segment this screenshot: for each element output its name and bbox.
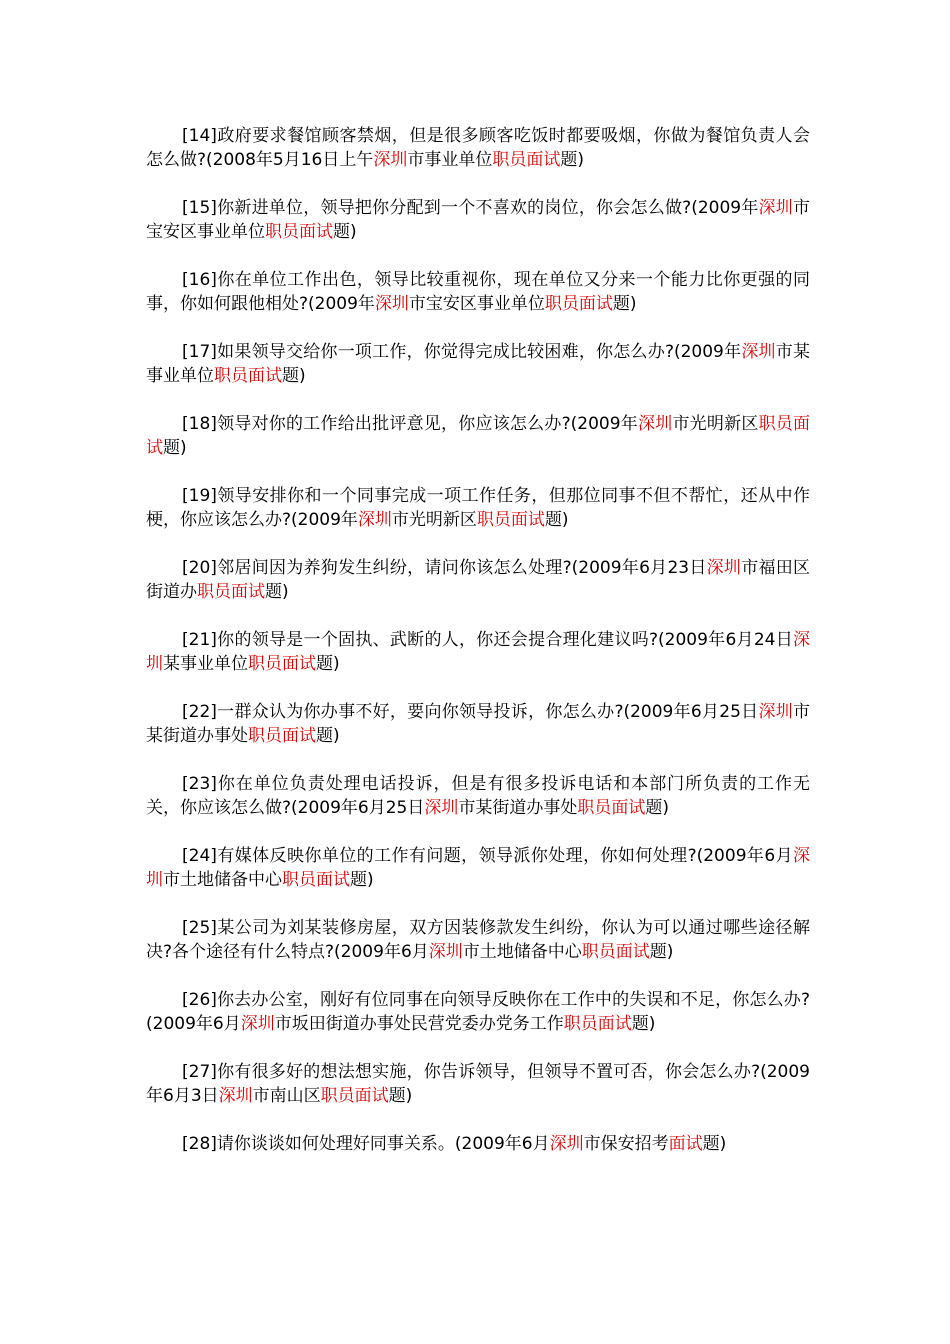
highlighted-keyword: 深圳 [706, 558, 742, 578]
question-text: 题) [282, 366, 306, 386]
question-text: [25]某公司为刘某装修房屋，双方因装修款发生纠纷，你认为可以通过哪些途径解决?各个途径有什么特点?(2009年6月 [146, 918, 810, 962]
question-item [146, 628, 810, 676]
highlighted-keyword: 深圳 [357, 510, 392, 530]
question-text: 市宝安区事业单位 [408, 294, 545, 314]
highlighted-keyword: 深圳 [424, 798, 459, 818]
question-text: [14]政府要求餐馆顾客禁烟，但是很多顾客吃饭时都要吸烟，你做为餐馆负责人会怎么做?(2008年5月16日上午 [146, 126, 810, 170]
highlighted-keyword: 职员面试 [577, 798, 646, 818]
highlighted-keyword: 深圳 [240, 1014, 275, 1034]
highlighted-keyword: 深圳 [146, 846, 810, 890]
question-text: 题) [649, 942, 674, 962]
question-text: 市光明新区 [391, 510, 477, 530]
question-text: 市土地储备中心 [462, 942, 582, 962]
question-item [146, 1060, 810, 1108]
question-text: [23]你在单位负责处理电话投诉，但是有很多投诉电话和本部门所负责的工作无关，你应该怎么做?(2009年6月25日 [146, 774, 810, 818]
question-text: 题) [265, 582, 289, 602]
highlighted-keyword: 深圳 [549, 1134, 584, 1154]
question-text: 题) [388, 1086, 413, 1106]
highlighted-keyword: 深圳 [428, 942, 463, 962]
highlighted-keyword: 职员面试 [563, 1014, 632, 1034]
highlighted-keyword: 深圳 [758, 198, 793, 218]
highlighted-keyword: 职员面试 [492, 150, 561, 170]
question-item [146, 484, 810, 532]
question-text: 市宝安区事业单位 [146, 198, 810, 242]
highlighted-keyword: 深圳 [146, 630, 810, 674]
question-text: [22]一群众认为你办事不好，要向你领导投诉，你怎么办?(2009年6月25日 [182, 702, 759, 722]
question-text: 题) [560, 150, 585, 170]
highlighted-keyword: 职员面试 [282, 870, 350, 890]
highlighted-keyword: 深圳 [373, 150, 408, 170]
question-text: 市南山区 [252, 1086, 321, 1106]
question-item [146, 268, 810, 316]
question-item [146, 700, 810, 748]
question-text: [16]你在单位工作出色，领导比较重视你，现在单位又分来一个能力比你更强的同事，你如何跟他相处?(2009年 [146, 270, 810, 314]
highlighted-keyword: 深圳 [218, 1086, 253, 1106]
question-item [146, 916, 810, 964]
highlighted-keyword: 职员面试 [476, 510, 545, 530]
highlighted-keyword: 面试 [668, 1134, 703, 1154]
highlighted-keyword: 深圳 [758, 702, 793, 722]
question-text: 市某事业单位 [146, 342, 811, 386]
question-text: [24]有媒体反映你单位的工作有问题，领导派你处理，你如何处理?(2009年6月 [182, 846, 793, 866]
highlighted-keyword: 职员面试 [544, 294, 613, 314]
question-text: 市光明新区 [672, 414, 759, 434]
question-text: 题) [544, 510, 569, 530]
question-text: 市福田区街道办 [146, 558, 811, 602]
highlighted-keyword: 深圳 [741, 342, 776, 362]
question-text: [17]如果领导交给你一项工作，你觉得完成比较困难，你怎么办?(2009年 [182, 342, 742, 362]
question-item [146, 196, 810, 244]
highlighted-keyword: 职员面试 [197, 582, 265, 602]
question-text: [18]领导对你的工作给出批评意见，你应该怎么办?(2009年 [182, 414, 638, 434]
highlighted-keyword: 深圳 [374, 294, 409, 314]
question-text: [19]领导安排你和一个同事完成一项工作任务，但那位同事不但不帮忙，还从中作梗，你应该怎么办?(2009年 [146, 486, 810, 530]
question-item [146, 556, 810, 604]
question-text: [15]你新进单位，领导把你分配到一个不喜欢的岗位，你会怎么做?(2009年 [182, 198, 759, 218]
question-text: 题) [702, 1134, 727, 1154]
question-item [146, 124, 810, 172]
question-text: 题) [612, 294, 637, 314]
question-text: 题) [316, 726, 340, 746]
highlighted-keyword: 职员面试 [265, 222, 333, 242]
question-text: 题) [350, 870, 374, 890]
question-text: 市保安招考 [583, 1134, 669, 1154]
question-item [146, 844, 810, 892]
question-list [146, 124, 810, 1180]
highlighted-keyword: 职员面试 [248, 654, 316, 674]
question-text: 题) [645, 798, 670, 818]
question-text: 题) [316, 654, 340, 674]
question-item [146, 412, 810, 460]
highlighted-keyword: 职员面试 [214, 366, 282, 386]
question-item [146, 772, 810, 820]
question-text: [21]你的领导是一个固执、武断的人，你还会提合理化建议吗?(2009年6月24日 [182, 630, 793, 650]
highlighted-keyword: 职员面试 [581, 942, 650, 962]
question-text: [26]你去办公室，刚好有位同事在向领导反映你在工作中的失误和不足，你怎么办?(2009年6月 [146, 990, 810, 1034]
question-text: 市某街道办事处 [146, 702, 810, 746]
question-text: 市土地储备中心 [163, 870, 282, 890]
question-item [146, 1132, 810, 1156]
question-text: 市某街道办事处 [458, 798, 578, 818]
question-text: 题) [333, 222, 357, 242]
question-item [146, 340, 810, 388]
question-text: [20]邻居间因为养狗发生纠纷，请问你该怎么处理?(2009年6月23日 [182, 558, 707, 578]
question-text: 市事业单位 [407, 150, 493, 170]
question-text: 题) [631, 1014, 656, 1034]
highlighted-keyword: 深圳 [637, 414, 673, 434]
highlighted-keyword: 职员面试 [320, 1086, 389, 1106]
highlighted-keyword: 职员面试 [248, 726, 316, 746]
highlighted-keyword: 职员面试 [146, 414, 811, 458]
question-text: 题) [163, 438, 187, 458]
question-text: [27]你有很多好的想法想实施，你告诉领导，但领导不置可否，你会怎么办?(2009年6月3日 [146, 1062, 810, 1106]
question-item [146, 988, 810, 1036]
question-text: [28]请你谈谈如何处理好同事关系。(2009年6月 [182, 1134, 550, 1154]
question-text: 市坂田街道办事处民营党委办党务工作 [274, 1014, 564, 1034]
question-text: 某事业单位 [163, 654, 248, 674]
